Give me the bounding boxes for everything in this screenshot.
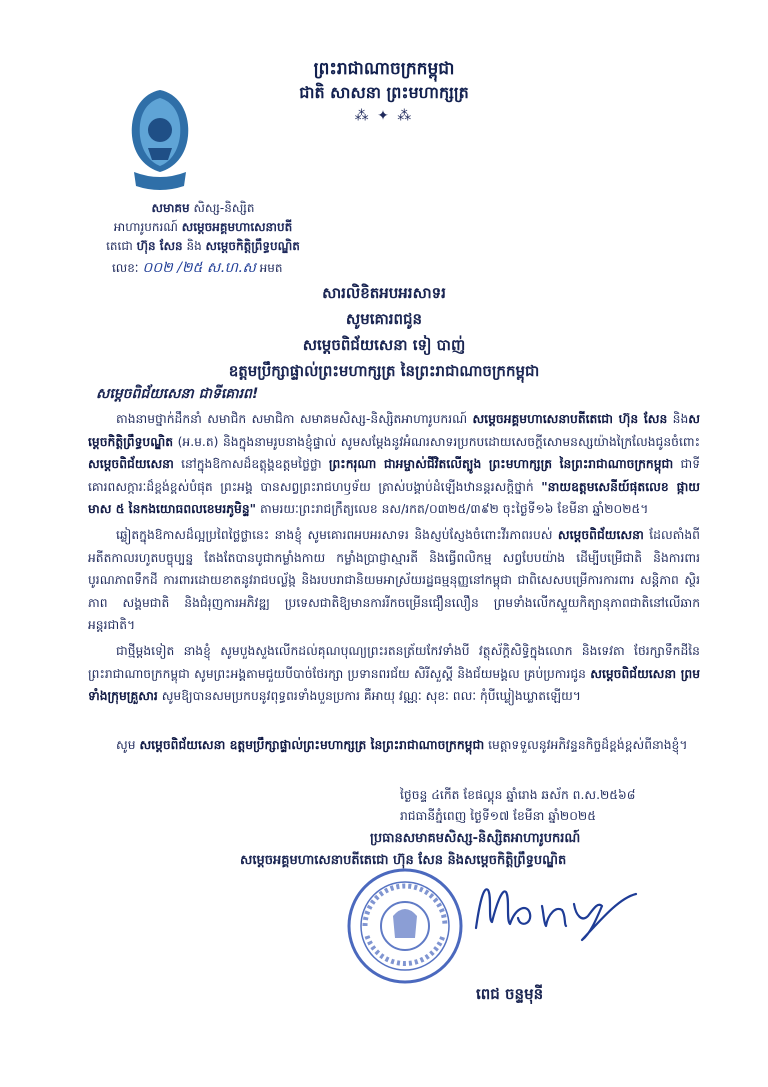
p1-bold-name: សម្តេចពិជ័យសេនា: [88, 457, 174, 471]
salutation: សម្តេចពិជ័យសេនា ជាទីគោរព!: [96, 386, 259, 402]
p2-bold-name: សម្តេចពិជ័យសេនា: [557, 528, 644, 542]
lunar-date: ថ្ងៃចន្ទ ៤កើត ខែផល្គុន ឆ្នាំរោង ឆស័ក ព.ស.២៥៦៨: [400, 788, 636, 802]
letter-title: សារលិខិតអបអរសាទរ: [322, 284, 446, 302]
p1-bold-king: ព្រះករុណា ជាអម្ចាស់ជីវិតលើត្បូង ព្រះមហាក្សត្រ នៃព្រះរាជាណាចក្រកម្ពុជា: [328, 457, 674, 471]
p1-bold-rank: "នាយឧត្តមសេនីយ៍ផុតលេខ ផ្កាយមាស ៥ នៃកងយោធពលខេមរភូមិន្ទ": [88, 479, 701, 516]
ref-label: លេខៈ: [112, 261, 139, 275]
p1-text: (អ.ម.ត) និងក្នុងនាមរូបនាងខ្ញុំផ្ទាល់ សូមសម្តែងនូវអំណរសាទរប្រកបដោយសេចក្តីសោមនស្សយ៉ាងក្រៃលែងជូនចំពោះ: [173, 434, 700, 449]
association-emblem-icon: [126, 86, 194, 194]
p2-text: ឆ្លៀតក្នុងឱកាសដ៏ល្អប្រពៃថ្លៃថ្លានេះ នាងខ្ញុំ សូមគោរពអបអរសាទរ និងស្ញប់ស្ញែងចំពោះវីរភាពរបស់: [116, 528, 558, 542]
p1-text: នៅក្នុងឱកាសដ៏ឧត្តុង្គឧត្តមថ្លៃថ្លា: [173, 457, 329, 471]
p1-text: តាងនាមថ្នាក់ដឹកនាំ សមាជិក សមាជិកា សមាគមសិស្ស-និស្សិតអាហារូបករណ៍: [116, 412, 473, 426]
org-line2-prefix: អាហារូបករណ៍: [113, 220, 182, 234]
p1-text: ជាទីគោរពសក្ការៈដ៏ខ្ពង់ខ្ពស់បំផុត ព្រះអង្គ បានសព្វព្រះរាជហឫទ័យ ត្រាស់បង្គាប់ដំឡើងឋានន្តរសក្តិថ្នាក់: [88, 457, 700, 494]
org-name-line3: [88, 238, 318, 256]
signer-position-line2: សម្តេចអគ្គមហាសេនាបតីតេជោ ហ៊ុន សែន និងសម្តេចកិត្តិព្រឹទ្ធបណ្ឌិត: [240, 853, 567, 868]
reference-number: [112, 258, 282, 279]
p1-text: តាមរយៈព្រះរាជក្រឹត្យលេខ នស/រកត/០៣២៥/៣៩២ ចុះថ្ងៃទី១៦ ខែមីនា ឆ្នាំ២០២៥។: [256, 502, 649, 516]
p3-bold-name: សម្តេចពិជ័យសេនា ព្រមទាំងក្រុមគ្រួសារ: [88, 666, 700, 703]
solar-date: រាជធានីភ្នំពេញ ថ្ងៃទី១៧ ខែមីនា ឆ្នាំ២០២៥: [400, 809, 596, 823]
signer-position-line1: ប្រធានសមាគមសិស្ស-និស្សិតអាហារូបករណ៍: [370, 831, 581, 846]
p1-text: និង: [667, 412, 689, 426]
paragraph-2: [88, 524, 700, 637]
p4-text: មេត្តាទទួលនូវអភិវន្ទនកិច្ចដ៏ខ្ពង់ខ្ពស់ពីនាងខ្ញុំ។: [484, 738, 688, 752]
org-name-line2: [88, 219, 318, 237]
p3-text: សូមឱ្យបានសមប្រកបនូវពុទ្ធពរទាំងបួនប្រការ គឺអាយុ វណ្ណៈ សុខៈ ពលៈ កុំបីឃ្លៀងឃ្លាតឡើយ។: [157, 689, 581, 703]
p1-bold-name: សម្តេចកិត្តិព្រឹទ្ធបណ្ឌិត: [88, 412, 700, 449]
p3-text: ជាថ្មីម្តងទៀត នាងខ្ញុំ សូមបួងសួងលើកដល់គុណបុណ្យព្រះរតនត្រ័យកែវទាំងបី វត្ថុស័ក្តិសិទ្ធិក្នុងលោក និងទេវតា ថែរក្សាទឹកដីនៃព្រះរាជាណាចក្រកម្ពុជា សូមព្រះអង្គតាមជួយបីបាច់ថែរក្សា ប្រទានពរជ័យ សិរីសួស្តី និងជ័យមង្គល គ្រប់ប្រការជូន: [88, 644, 700, 681]
signature-icon: [470, 876, 640, 946]
kingdom-heading: ព្រះរាជាណាចក្រកម្ពុជា: [313, 59, 455, 79]
official-seal-icon: [345, 866, 465, 986]
p4-text: សូម: [116, 738, 140, 752]
paragraph-4: [88, 734, 700, 757]
ref-number-handwritten: ០០២ /២៥ ស.ហ.ស: [142, 260, 256, 276]
org-line3-bold1: ហ៊ុន សែន: [136, 239, 183, 253]
addressee-position: ឧត្តមប្រឹក្សាផ្ទាល់ព្រះមហាក្សត្រ នៃព្រះរាជាណាចក្រកម្ពុជា: [228, 362, 540, 380]
org-line3-bold2: សម្តេចកិត្តិព្រឹទ្ធបណ្ឌិត: [205, 239, 300, 253]
p4-bold-name: សម្តេចពិជ័យសេនា ឧត្តមប្រឹក្សាផ្ទាល់ព្រះមហាក្សត្រ នៃព្រះរាជាណាចក្រកម្ពុជា: [139, 738, 485, 752]
ref-suffix: អមត: [259, 261, 283, 275]
addressee-name: សម្តេចពិជ័យសេនា ទៀ បាញ់: [302, 336, 466, 354]
paragraph-3: [88, 640, 700, 708]
org-line2-bold: សម្តេចអគ្គមហាសេនាបតី: [181, 220, 293, 234]
org-name-rest: សិស្ស-និស្សិត: [189, 201, 255, 215]
national-motto: ជាតិ សាសនា ព្រះមហាក្សត្រ: [299, 83, 469, 102]
addressee-intro: សូមគោរពជូន: [345, 310, 423, 328]
ornament-divider: ⁂ ✦ ⁂: [354, 108, 414, 124]
org-name-bold: សមាគម: [151, 201, 190, 215]
p2-text: ដែលតាំងពីអតីតកាលរហូតបច្ចុប្បន្ន តែងតែបានបូជាកម្លាំងកាយ កម្លាំងប្រាជ្ញាស្មារតី និងធ្វើពលិកម្ម សព្វបែបយ៉ាង ដើម្បីបម្រើជាតិ និងការពារបូរណភាពទឹកដី ការពារដោយខាតនូវរាជបល្ល័ង្ក និងរបបរាជានិយមអាស្រ័យរដ្ឋធម្មនុញ្ញនៅកម្ពុជា ជាពិសេសបម្រើការការពារ សន្តិភាព ស្ថិរភាព សង្គមជាតិ និងជំរុញការអភិវឌ្ឍ ប្រទេសជាតិឱ្យមានការរីកចម្រើនជឿនលឿន ព្រមទាំងលើកស្ទួយកិត្យានុភាពជាតិនៅលើឆាកអន្តរជាតិ។: [88, 528, 700, 632]
org-line3-mid: និង: [182, 239, 206, 253]
paragraph-1: [88, 408, 700, 521]
signer-name: ពេជ ចន្ទមុនី: [476, 985, 544, 1003]
org-line3-prefix: តេជោ: [106, 239, 137, 253]
org-name-line1: [88, 200, 318, 218]
p1-bold-name: សម្តេចអគ្គមហាសេនាបតីតេជោ ហ៊ុន សែន: [472, 412, 668, 426]
